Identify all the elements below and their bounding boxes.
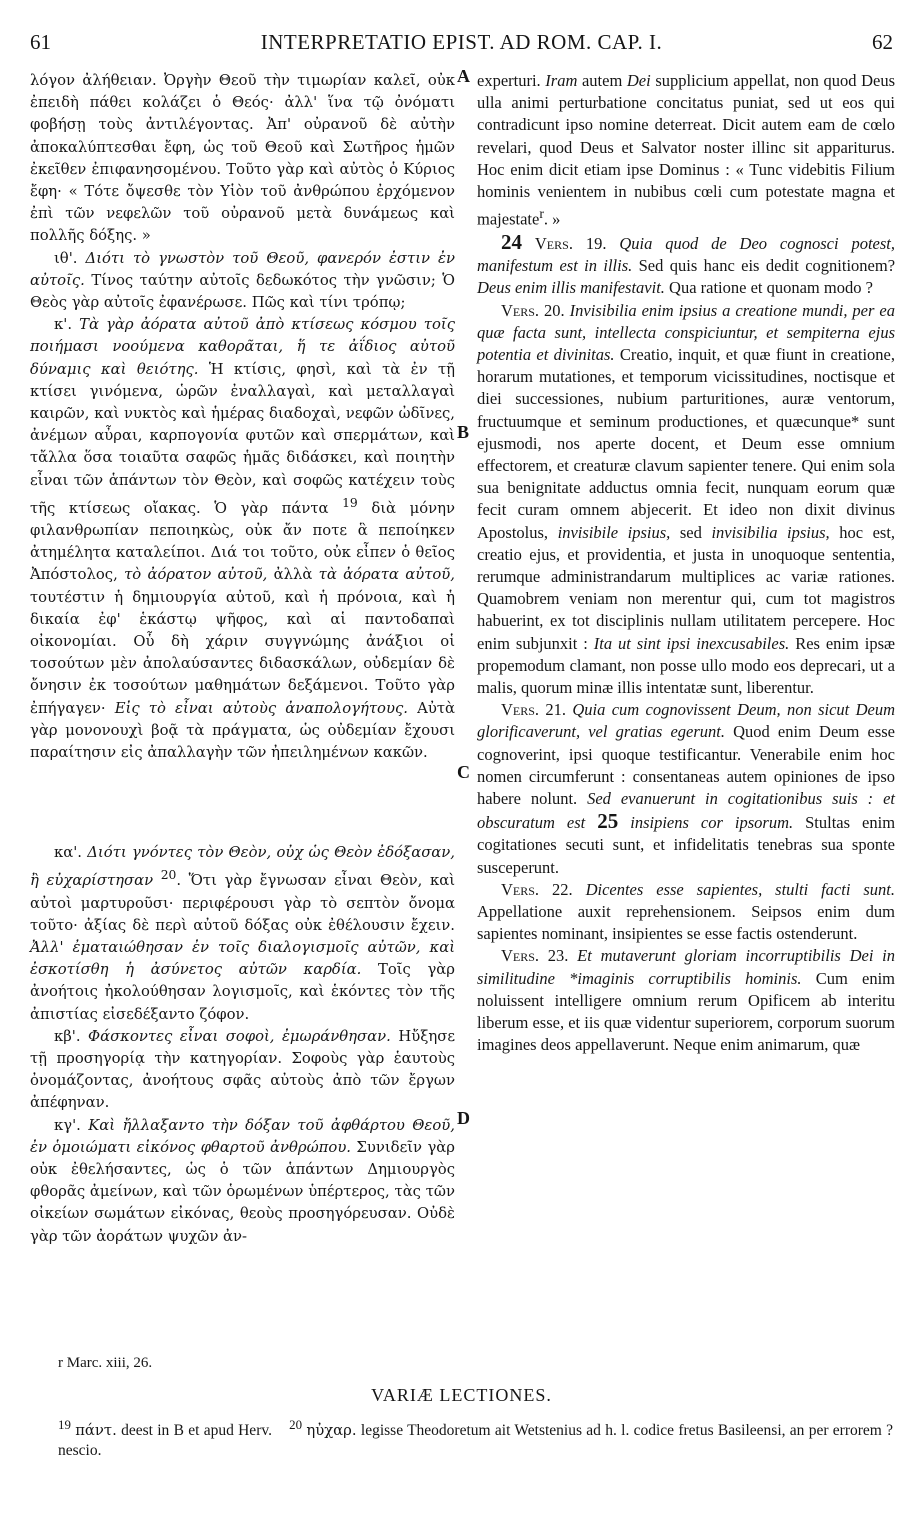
- variant-number: 19: [58, 1417, 71, 1432]
- greek-text: Ἡ κτίσις, φησὶ, καὶ τὰ ἐν τῇ κτίσει γινόμενα, ὡρῶν ἐναλλαγαὶ, καὶ μεταλλαγαὶ καιρῶν, καὶ νυκτὸς καὶ ἡμέρας διαδοχαὶ, νεφῶν ὠδῖνες, ἀνέμων αὖραι, καρπογονία φυτῶν καὶ σπερμάτων, καὶ τἄλλα ὅσα τοιαῦτα σαφῶς ἡμᾶς διδάσκει, καὶ ποιητὴν εἶναι τῶν ἁπάντων τὸν Θεὸν, καὶ σοφῶς κατέχειν τοὺς τῆς κτίσεως οἴακας. Ὁ γὰρ πάντα: [30, 360, 455, 517]
- latin-paragraph: [477, 699, 895, 879]
- footnote-ref: 19: [342, 495, 358, 510]
- latin-text: Creatio, inquit, et quæ fiunt in creatione, horarum mutationes, et temporum vicissitudines, noctisque et diei successiones, nubium parturitiones, auræ ventorum, fructuumque et seminum productiones, et quæcunque* sunt ejusmodi, nos aperte docent, et Deum esse omnium effectorem, et creaturæ clavum sapienter tenere. Qui enim sola sua benignitate adductus omnia fecit, nunquam eorum quæ fecit curam omnem abjecerit. Et ideo non dixit divinus Apostolus,: [477, 344, 896, 542]
- margin-mark-a: A: [457, 66, 470, 86]
- greek-column: [30, 70, 455, 1248]
- verse-number: κγ'.: [54, 1116, 81, 1134]
- greek-lemma: τὰ ἀόρατα αὐτοῦ,: [318, 566, 455, 584]
- greek-paragraph: [30, 314, 455, 764]
- latin-lemma: Dicentes esse sapientes, stulti facti sunt.: [585, 879, 896, 899]
- margin-mark-c: C: [457, 762, 470, 782]
- verse-label: Vers. 19.: [534, 233, 607, 253]
- latin-text: Stultas enim cogitationes secuti sunt, et infidelitatis tenebras sua sponte susceperunt.: [477, 813, 896, 877]
- variae-lectiones-title: VARIÆ LECTIONES.: [371, 1385, 552, 1405]
- verse-number: κα'.: [54, 844, 83, 862]
- greek-text: Συνιδεῖν γὰρ οὐκ ἐθελήσαντες, ὡς ὁ τῶν ἁπάντων Δημιουργὸς φθορᾶς ἀμείνων, καὶ τῶν ὁρωμένων ὑπέρτερος, τὰς τῶν οἰκείων σωμάτων εἰκόνας, θεοὺς προσηγόρευσαν. Οὐδὲ γὰρ τῶν ἀοράτων ψυχῶν ἀν-: [30, 1138, 455, 1245]
- greek-paragraph: [30, 248, 455, 315]
- greek-text: Τοῖς γὰρ ἀνοήτοις ἠκολούθησαν λογισμοῖς, καὶ ἑκόντες τὸν τῆς ἀπιστίας εἰσεδέξαντο ζόφον.: [30, 961, 455, 1023]
- latin-paragraph: [477, 231, 895, 300]
- latin-lemma: Invisibilia enim ipsius a creatione mundi, per ea quæ facta sunt, intellecta conspiciuntur, et sempiterna ejus potentia et divinitas.: [477, 300, 895, 364]
- greek-paragraph: [30, 1115, 455, 1248]
- latin-text: . »: [543, 209, 561, 229]
- greek-text: ἀλλὰ: [273, 566, 313, 584]
- latin-text: Sed quis hanc eis dedit cognitionem?: [638, 256, 896, 276]
- footnote-ref: 20: [160, 868, 177, 883]
- margin-mark-d: D: [457, 1108, 470, 1128]
- column-number: 24: [501, 229, 522, 254]
- latin-lemma: Dei: [626, 71, 651, 90]
- verse-label: Vers. 20.: [501, 300, 565, 320]
- greek-lemma: τὸ ἀόρατον αὐτοῦ,: [124, 566, 268, 584]
- footnote-ref: r: [539, 206, 544, 222]
- latin-lemma: Et mutaverunt gloriam incorruptibilis Dei in similitudine *imaginis corruptibilis hominis.: [477, 946, 895, 988]
- verse-number: κ'.: [54, 316, 73, 334]
- variant-greek: πάντ.: [75, 1422, 117, 1440]
- verse-number: ιθ'.: [54, 249, 78, 267]
- verse-number: κβ'.: [54, 1027, 81, 1045]
- greek-text: λόγον ἀλήθειαν. Ὀργὴν Θεοῦ τὴν τιμωρίαν καλεῖ, οὐκ ἐπειδὴ πάθει κολάζει ὁ Θεός· ἀλλ' ἵνα τῷ ὀνόματι φοβήσῃ τοὺς ἀντιλέγοντας. Ἀπ' οὐρανοῦ δὲ αὐτὴν ἀποκαλύπτεσθαι ἔφη, ὡς τοῦ Θεοῦ καὶ Σωτῆρος ἡμῶν ἐκεῖθεν ἐπιφανησομένου. Τοῦτο γὰρ καὶ αὐτὸς ὁ Κύριος ἔφη· « Τότε ὄψεσθε τὸν Υἱὸν τοῦ ἀνθρώπου ἐρχόμενον ἐπὶ τῶν νεφελῶν τοῦ οὐρανοῦ μετὰ δυνάμεως καὶ πολλῆς δόξης. »: [30, 72, 455, 245]
- greek-text: Τίνος ταύτην αὐτοῖς δεδωκότος τὴν γνῶσιν; Ὁ Θεὸς γὰρ αὐτοῖς ἐφανέρωσε. Πῶς καὶ τίνι τρόπῳ;: [30, 271, 455, 312]
- greek-paragraph: [30, 70, 455, 248]
- latin-lemma: Quia quod de Deo cognosci potest, manifestum est in illis.: [477, 233, 896, 276]
- latin-text: Appellatione auxit reprehensionem. Seipsos enim dum sapientes nominant, insipientes se esse factis ostenderunt.: [477, 902, 895, 944]
- latin-lemma: Sed evanuerunt in cogitationibus suis : et obscuratum est: [477, 789, 895, 833]
- latin-lemma: insipiens cor ipsorum.: [630, 813, 794, 833]
- greek-lemma: Εἰς τὸ εἶναι αὐτοὺς ἀναπολογήτους.: [114, 699, 408, 717]
- greek-lemma: Φάσκοντες εἶναι σοφοὶ, ἐμωράνθησαν.: [88, 1027, 391, 1045]
- latin-text: sed: [679, 522, 702, 542]
- column-gap: [30, 764, 455, 842]
- greek-text: τουτέστιν ἡ δημιουργία αὐτοῦ, καὶ ἡ πρόνοια, καὶ ἡ δικαία ἐφ' ἑκάστῳ ψῆφος, καὶ αἱ παντοδαπαὶ οἰκονομίαι. Οὗ δὴ χάριν συγγνώμης ἀνάξιοι οἱ τοσούτων μὲν ἀπολαύσαντες διδασκάλων, οὐδεμίαν δὲ ὄνησιν ἐκ τοσούτων μαθημάτων δεξάμενοι. Τοῦτο γὰρ ἐπήγαγεν·: [30, 588, 455, 717]
- verse-label: Vers. 23.: [501, 946, 569, 966]
- variae-lectiones: [58, 1416, 893, 1460]
- page-number-right: 62: [872, 30, 893, 54]
- page-number-left: 61: [30, 30, 51, 54]
- greek-lemma: Ἀλλ' ἐματαιώθησαν ἐν τοῖς διαλογισμοῖς αὐτῶν, καὶ ἐσκοτίσθη ἡ ἀσύνετος αὐτῶν καρδία.: [30, 938, 455, 979]
- latin-paragraph: [477, 300, 895, 700]
- latin-text: Cum enim noluissent intelligere omnium rerum Opificem ab interitu liberum esse, et iis quæ videntur superiorem, corporum suorum imagines deos appellaverunt. Neque enim animarum, quæ: [477, 968, 895, 1055]
- latin-text: autem: [581, 71, 623, 90]
- variant-greek: ηὐχαρ.: [306, 1422, 357, 1440]
- latin-lemma: Quia cum cognovissent Deum, non sicut Deum glorificaverunt, vel gratias egerunt.: [477, 700, 895, 742]
- greek-lemma: Διότι τὸ γνωστὸν τοῦ Θεοῦ, φανερόν ἐστιν ἐν αὐτοῖς.: [30, 249, 455, 289]
- latin-text: Res enim ipsæ propemodum clamant, non posse ullo modo eos deprecari, ut a malis, quorum minæ illis intentatæ sunt, liberentur.: [477, 633, 896, 697]
- variant-text: deest in B et apud Herv.: [121, 1422, 272, 1440]
- greek-text: Ηὔξησε τῇ προσηγορίᾳ τὴν κατηγορίαν. Σοφοὺς γὰρ ἑαυτοὺς ὀνομάζοντας, ἀνοήτους σφᾶς αὐτοὺς ἀπὸ τῶν ἔργων ἀπέφηναν.: [30, 1027, 455, 1112]
- variant-number: 20: [289, 1417, 303, 1432]
- latin-lemma: Ita ut sint ipsi inexcusabiles.: [593, 633, 790, 653]
- greek-text: διὰ μόνην φιλανθρωπίαν πεποιηκὼς, οὐκ ἄν ποτε ἃ πεποίηκεν ἀτημέλητα καταλείποι. Διά τοι τοῦτο, οὐκ εἶπεν ὁ θεῖος Ἀπόστολος,: [30, 499, 455, 584]
- greek-lemma: Διότι γνόντες τὸν Θεὸν, οὐχ ὡς Θεὸν ἐδόξασαν, ἢ εὐχαρίστησαν: [30, 844, 455, 890]
- latin-lemma: invisibilia ipsius,: [711, 522, 830, 542]
- footnote: r Marc. xiii, 26.: [58, 1355, 153, 1371]
- latin-lemma: Iram: [545, 71, 578, 90]
- latin-text: hoc est, creatio ejus, et providentia, et justa in unoquoque sententia, rerumque administrandarum multiplices ac variæ rationes. Quamobrem veniam non merentur qui, cum tot magistros habuerint, ex tot disciplinis nullam utilitatem percepere. Hoc enim subjunxit :: [477, 522, 896, 653]
- latin-lemma: Deus enim illis manifestavit.: [477, 278, 665, 298]
- verse-label: Vers. 22.: [501, 879, 573, 899]
- latin-paragraph: [477, 70, 895, 231]
- verse-label: Vers. 21.: [501, 700, 567, 720]
- latin-column: [477, 70, 895, 1056]
- running-head-title: INTERPRETATIO EPIST. AD ROM. CAP. I.: [260, 30, 663, 54]
- latin-paragraph: [477, 945, 895, 1056]
- latin-lemma: invisibile ipsius,: [557, 522, 671, 542]
- column-number: 25: [597, 809, 619, 834]
- greek-text: Αὐτὰ γὰρ μονονουχὶ βοᾷ τὰ πράγματα, ὡς οὐδεμίαν ἔχουσι παραίτησιν εἰς ἀπαλλαγὴν τῶν ἠπειλημένων κακῶν.: [30, 699, 455, 762]
- latin-text: experturi.: [477, 71, 541, 90]
- margin-mark-b: B: [457, 422, 470, 442]
- latin-paragraph: [477, 879, 895, 946]
- latin-text: Qua ratione et quonam modo ?: [669, 278, 873, 298]
- latin-text: Quod enim Deum esse cognoverint, ipsi quoque testificantur. Venerabile enim hoc nomen circumferunt : consentaneas autem opiniones de ipso habere nolunt.: [477, 722, 895, 808]
- greek-text: Ὅτι γὰρ ἔγνωσαν εἶναι Θεὸν, καὶ αὐτοὶ μαρτυροῦσι· περιφέρουσι γὰρ τὸ σεπτὸν ὄνομα τοῦτο· ἀξίας δὲ περὶ αὐτοῦ δόξας οὐκ ἐθέλουσιν ἔχειν.: [30, 872, 456, 934]
- greek-lemma: Καὶ ἤλλαξαντο τὴν δόξαν τοῦ ἀφθάρτου Θεοῦ, ἐν ὁμοιώματι εἰκόνος φθαρτοῦ ἀνθρώπου.: [30, 1116, 455, 1156]
- greek-paragraph: [30, 1026, 455, 1115]
- running-header: [30, 30, 893, 60]
- greek-paragraph: κα'. Διότι γνόντες τὸν Θεὸν, οὐχ ὡς Θεὸν ἐδόξασαν, ἢ εὐχαρίστησαν $^{20}$. Ὅτι γὰρ ἔγνωσαν εἶναι Θεὸν, καὶ αὐτοὶ μαρτυροῦσι· περιφέρουσι γὰρ τὸ σεπτὸν ὄνομα τοῦτο· ἀξίας δὲ περὶ αὐτοῦ δόξας οὐκ ἐθέλουσιν ἔχειν. Ἀλλ' ἐματαιώθησαν ἐν τοῖς διαλογισμοῖς αὐτῶν, καὶ ἐσκοτίσθη ἡ ἀσύνετος αὐτῶν καρδία. Τοῖς γὰρ ἀνοήτοις ἠκολούθησαν λογισμοῖς, καὶ ἑκόντες τὸν τῆς ἀπιστίας εἰσεδέξαντο ζόφον.: [30, 844, 456, 1023]
- variant-text: legisse Theodoretum ait Wetstenius ad h. l. codice fretus Basileensi, an per errorem ? nescio.: [58, 1422, 894, 1460]
- latin-text: supplicium appellat, non quod Deus ulla animi perturbatione concitatus puniat, sed ut eos qui contradicunt ipso nomine deterreat. Dicit autem eam de cœlo revelari, quod Deus et Salvator noster illinc sit appariturus. Hoc enim dicit etiam ipse Dominus : « Tunc videbitis Filium hominis venientem in nubibus cœli cum potestate magna et majestate: [477, 71, 896, 229]
- greek-lemma: Τὰ γὰρ ἀόρατα αὐτοῦ ἀπὸ κτίσεως κόσμου τοῖς ποιήμασι νοούμενα καθορᾶται, ἥ τε ἀΐδιος αὐτοῦ δύναμις καὶ θειότης.: [30, 316, 455, 378]
